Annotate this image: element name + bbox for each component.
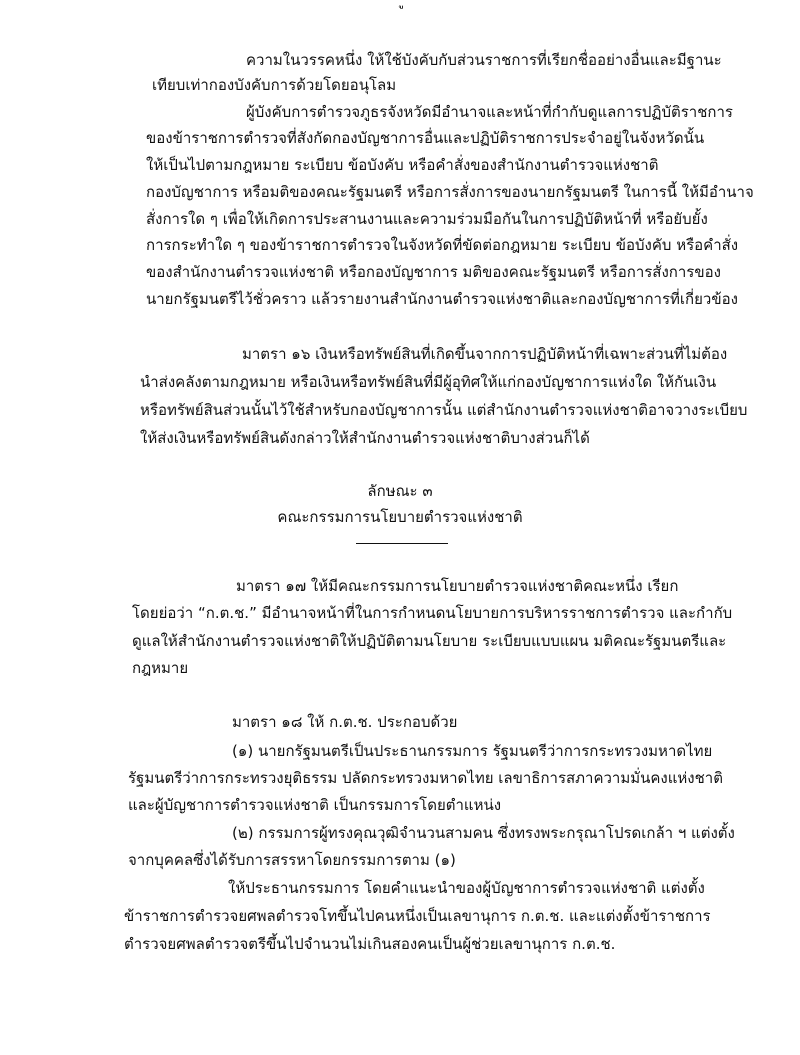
para2-line-7: ของสำนักงานตำรวจแห่งชาติ หรือกองบัญชาการ มติของคณะรัฐมนตรี หรือการสั่งการของ bbox=[146, 263, 721, 281]
chapter-number: ลักษณะ ๓ bbox=[367, 482, 433, 500]
para2-line-3: ให้เป็นไปตามกฎหมาย ระเบียบ ข้อบังคับ หรือคำสั่งของสำนักงานตำรวจแห่งชาติ bbox=[146, 156, 659, 174]
section16-line-1: มาตรา ๑๖ เงินหรือทรัพย์สินที่เกิดขึ้นจากการปฏิบัติหน้าที่เฉพาะส่วนที่ไม่ต้อง bbox=[242, 345, 728, 363]
section17-line-1: มาตรา ๑๗ ให้มีคณะกรรมการนโยบายตำรวจแห่งชาติคณะหนึ่ง เรียก bbox=[236, 577, 679, 595]
section16-line-3: หรือทรัพย์สินส่วนนั้นไว้ใช้สำหรับกองบัญชาการนั้น แต่สำนักงานตำรวจแห่งชาติอาจวางระเบียบ bbox=[140, 401, 748, 419]
item2-line-2: จากบุคคลซึ่งได้รับการสรรหาโดยกรรมการตาม (๑) bbox=[128, 851, 456, 869]
section17-line-3: ดูแลให้สำนักงานตำรวจแห่งชาติให้ปฏิบัติตามนโยบาย ระเบียบแบบแผน มติคณะรัฐมนตรีและ bbox=[132, 632, 727, 650]
item1-line-1: (๑) นายกรัฐมนตรีเป็นประธานกรรมการ รัฐมนตรีว่าการกระทรวงมหาดไทย bbox=[232, 742, 713, 760]
para2-line-4: กองบัญชาการ หรือมติของคณะรัฐมนตรี หรือการสั่งการของนายกรัฐมนตรี ในการนี้ ให้มีอำนาจ bbox=[146, 183, 754, 201]
secretary-line-3: ตำรวจยศพลตำรวจตรีขึ้นไปจำนวนไม่เกินสองคนเป็นผู้ช่วยเลขานุการ ก.ต.ช. bbox=[124, 935, 616, 953]
item1-line-3: และผู้บัญชาการตำรวจแห่งชาติ เป็นกรรมการโดยตำแหน่ง bbox=[128, 796, 502, 814]
section17-line-2: โดยย่อว่า “ก.ต.ช.” มีอำนาจหน้าที่ในการกำหนดนโยบายการบริหารราชการตำรวจ และกำกับ bbox=[132, 604, 733, 622]
item2-line-1: (๒) กรรมการผู้ทรงคุณวุฒิจำนวนสามคน ซึ่งทรงพระกรุณาโปรดเกล้า ฯ แต่งตั้ง bbox=[232, 824, 735, 842]
section16-line-4: ให้ส่งเงินหรือทรัพย์สินดังกล่าวให้สำนักงานตำรวจแห่งชาติบางส่วนก็ได้ bbox=[140, 429, 590, 447]
secretary-line-1: ให้ประธานกรรมการ โดยคำแนะนำของผู้บัญชาการตำรวจแห่งชาติ แต่งตั้ง bbox=[228, 879, 705, 897]
chapter-title: คณะกรรมการนโยบายตำรวจแห่งชาติ bbox=[277, 508, 523, 526]
section18-intro: มาตรา ๑๘ ให้ ก.ต.ช. ประกอบด้วย bbox=[232, 713, 458, 731]
para1-line-1: ความในวรรคหนึ่ง ให้ใช้บังคับกับส่วนราชการที่เรียกชื่ออย่างอื่นและมีฐานะ bbox=[246, 51, 722, 69]
para2-line-1: ผู้บังคับการตำรวจภูธรจังหวัดมีอำนาจและหน้าที่กำกับดูแลการปฏิบัติราชการ bbox=[246, 103, 733, 121]
para2-line-6: การกระทำใด ๆ ของข้าราชการตำรวจในจังหวัดที่ขัดต่อกฎหมาย ระเบียบ ข้อบังคับ หรือคำสั่ง bbox=[146, 236, 739, 254]
item1-line-2: รัฐมนตรีว่าการกระทรวงยุติธรรม ปลัดกระทรวงมหาดไทย เลขาธิการสภาความมั่นคงแห่งชาติ bbox=[128, 769, 723, 787]
para2-line-5: สั่งการใด ๆ เพื่อให้เกิดการประสานงานและความร่วมมือกันในการปฏิบัติหน้าที่ หรือยับยั้ง bbox=[146, 210, 708, 228]
para1-line-2: เทียบเท่ากองบังคับการด้วยโดยอนุโลม bbox=[152, 76, 397, 94]
chapter-divider bbox=[356, 543, 448, 544]
section16-line-2: นำส่งคลังตามกฎหมาย หรือเงินหรือทรัพย์สินที่มีผู้อุทิศให้แก่กองบัญชาการแห่งใด ให้กันเงิน bbox=[140, 373, 717, 391]
section17-line-4: กฎหมาย bbox=[132, 659, 189, 677]
para2-line-2: ของข้าราชการตำรวจที่สังกัดกองบัญชาการอื่นและปฏิบัติราชการประจำอยู่ในจังหวัดนั้น bbox=[146, 129, 705, 147]
para2-line-8: นายกรัฐมนตรีไว้ชั่วคราว แล้วรายงานสำนักงานตำรวจแห่งชาติและกองบัญชาการที่เกี่ยวข้อง bbox=[146, 290, 738, 308]
secretary-line-2: ข้าราชการตำรวจยศพลตำรวจโทขึ้นไปคนหนึ่งเป็นเลขานุการ ก.ต.ช. และแต่งตั้งข้าราชการ bbox=[124, 907, 711, 925]
